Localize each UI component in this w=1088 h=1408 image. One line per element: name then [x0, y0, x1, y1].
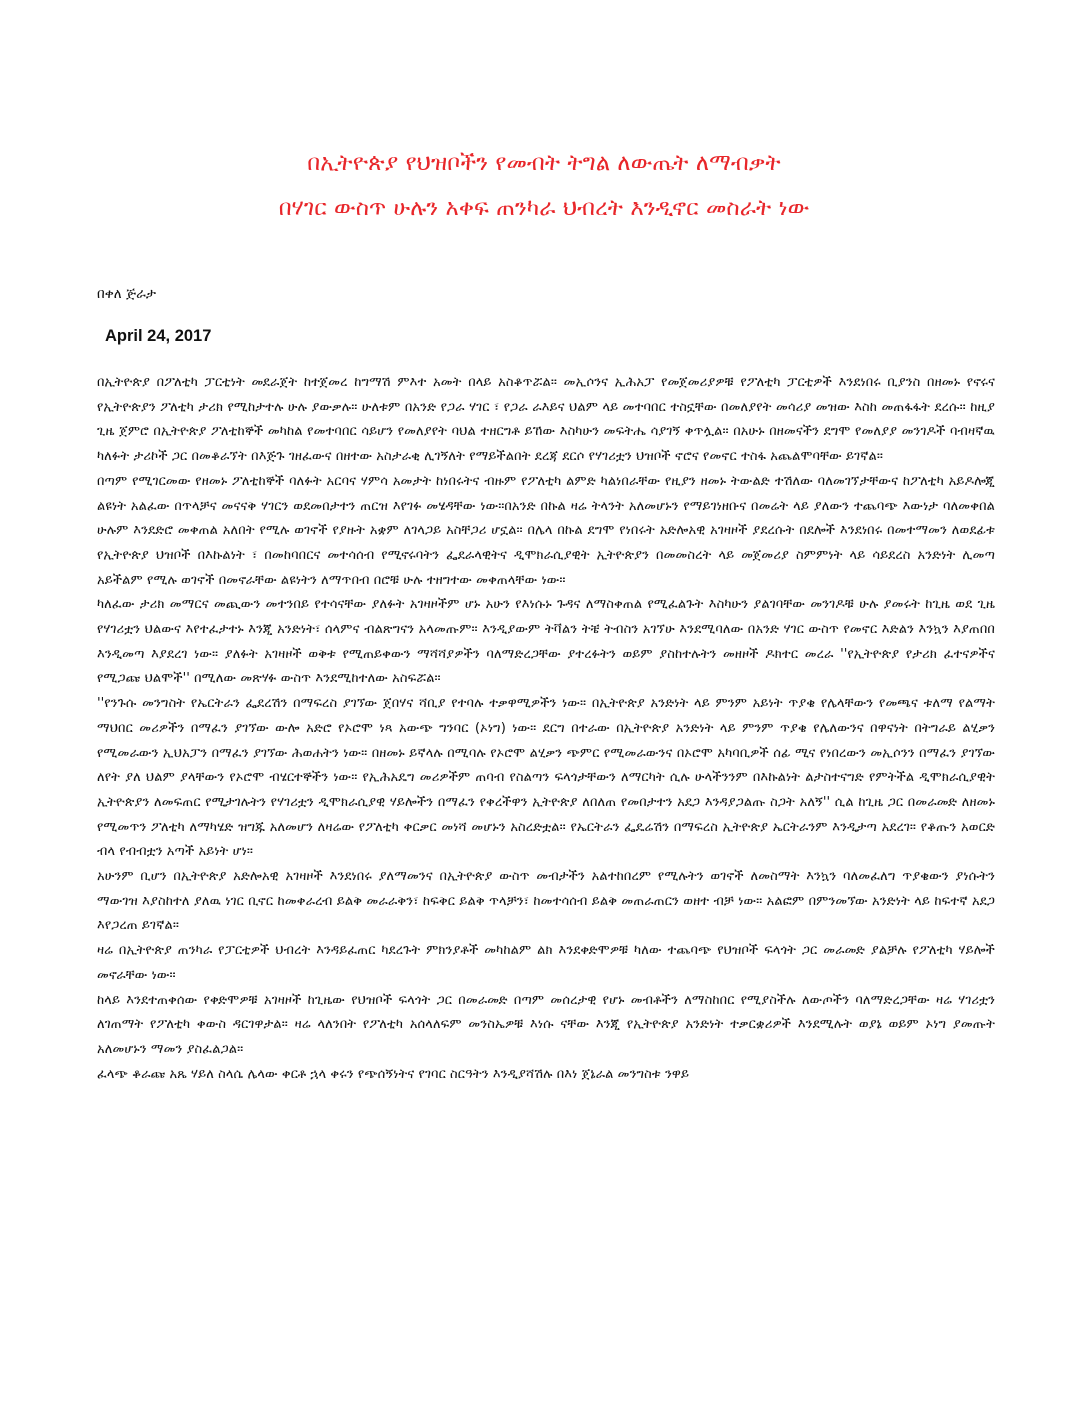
document-title-line-1: በኢትዮጵያ የህዝቦችን የመብት ትግል ለውጤት ለማብቃት [307, 150, 781, 176]
paragraph: ከላይ እንደተጠቀሰው የቀድሞዎቹ አገዛዞች ከጊዜው የህዝቦች ፍላጎት ጋር በመራመድ በጣም መሰረታዊ የሆኑ መብቶችን ለማስከበር የሚያስችሉ ለውጦችን ባለማድረጋቸው ዛሬ ሃገሪቷን ለገጠማት የፖለቲካ ቀውስ ዳርገዋታል። ዛሬ ላለንበት የፖለቲካ አሰላለፍም መንስኤዎቹ እነሱ ናቸው እንጂ የኢትዮጵያ አንድነት ተቃርቋሪዎች እንደሚሉት ወያኔ ወይም ኦነግ ያመጡት አለመሆኑን ማመን ያስፈልጋል። [97, 992, 995, 1057]
document-title-line-2: በሃገር ውስጥ ሁሉን አቀፍ ጠንካራ ህብረት እንዲኖር መስራት ነው [278, 195, 810, 221]
paragraph: ዛሬ በኢትዮጵያ ጠንካራ የፓርቲዎች ህብረት እንዳይፈጠር ካደረጉት ምክንያቶች መካከልም ልክ እንደቀድሞዎቹ ካለው ተጨባጭ የህዝቦች ፍላጎት ጋር መራመድ ያልቻሉ የፖለቲካ ሃይሎች መኖራቸው ነው። [97, 943, 995, 983]
paragraph: በጣም የሚገርመው የዘመኑ ፖለቲከኞች ባለፉት አርባና ሃምሳ አመታት ከነበሩትና ብዙም የፖለቲካ ልምድ ካልነበራቸው የዚያን ዘመኑ ትውልድ ተሽለው ባለመገኘታቸውና ከፖለቲካ አይዶሎጂ ልዩነት አልፈው በጥላቻና መናናቅ ሃገርን ወደመበታተን ጠርዝ እየገፉ መሄዳቸው ነው።በአንድ በኩል ዛሬ ትላንት አለመሆኑን የማይገነዘቡና በመሬት ላይ ያለውን ተጨባጭ እውነታ ባለመቀበል ሁሉም እንደድሮ መቀጠል አለበት የሚሉ ወገኖች የያዙት አቋም ለገላጋይ አስቸጋሪ ሆኗል። በሌላ በኩል ደግሞ የነበሩት አድሎአዊ አገዛዞች ያደረሱት በደሎች እንደነበሩ በመተማመን ለወደፊቱ የኢትዮጵያ ህዝቦች በእኩልነት ፣ በመከባበርና መተሳሰብ የሚኖሩባትን ፌደራላዊትና ዲሞክራሲያዊት ኢትዮጵያን በመመስረት ላይ መጀመሪያ ስምምነት ላይ ሳይደረስ አንድነት ሊመጣ አይችልም የሚሉ ወገኖች በመኖራቸው ልዩነትን ለማጥበብ በሮቹ ሁሉ ተዘግተው መቀጠላቸው ነው። [97, 473, 995, 588]
paragraph: በኢትዮጵያ በፖለቲካ ፓርቲነት መደራጀት ከተጀመረ ከግማሽ ምእተ አመት በላይ አስቆጥሯል። መኢሶንና ኢሕአፓ የመጀመሪያዎቹ የፖለቲካ ፓርቲዎች እንደነበሩ ቢያንስ በዘመኑ የኖሩና የኢትዮጵያን ፖለቲካ ታሪክ የሚከታተሉ ሁሉ ያውቃሉ። ሁለቱም በአንድ የጋራ ሃገር ፣ የጋራ ራእይና ህልም ላይ መተባበር ተስኗቸው በመለያየት መሳሪያ መዝው እስከ መጠፋፋት ደረሱ። ከዚያ ጊዜ ጀምሮ በኢትዮጵያ ፖለቲከኞች መካከል የመተባበር ሳይሆን የመለያየት ባህል ተዘርግቶ ይኸው እስካሁን መፍትሔ ሳያገኝ ቀጥሏል። በአሁኑ በዘመናችን ደግሞ የመለያያ መንገዶች ባብዛኛዉ ካለፉት ታሪኮች ጋር በመቆራኘት በእጅጉ ገዘፈውና በዘተው አስታራቂ ሊገኝለት የማይችልበት ደረጃ ደርሶ የሃገሪቷን ህዝቦች ኖሮና የመኖር ተስፋ አጨልሞባቸው ይገኛል። [97, 375, 995, 465]
publication-date: April 24, 2017 [105, 327, 212, 345]
paragraph: ፈላጭ ቆራጩ አጼ ሃይለ ስላሴ ሌላው ቀርቶ ኋላ ቀሩን የጭሰኝነትና የገባር ስርዓትን እንዲያሻሽሉ በእነ ጀኔራል መንግስቱ ንዋይ [97, 1066, 690, 1082]
paragraph: አሁንም ቢሆን በኢትዮጵያ አድሎአዊ አገዛዞች እንደነበሩ ያለማመንና በኢትዮጵያ ውስጥ መብታችን አልተከበረም የሚሉትን ወገኖች ለመስማት እንኳን ባለመፈለግ ጥያቄውን ያነሱትን ማውገዝ እያስከተለ ያለዉ ነገር ቢኖር ከመቀራረብ ይልቅ መራራቅን፣ ከፍቅር ይልቅ ጥላቻን፣ ከመተሳሰብ ይልቅ መጠራጠርን ወዘተ ብቻ ነው። አልፎም በምንመኘው አንድነት ላይ ከፍተኛ አደጋ እየጋረጠ ይገኛል። [97, 869, 995, 934]
paragraph: ካለፈው ታሪክ መማርና መጪውን መተንበይ የተሳናቸው ያለፉት አገዛዞችም ሆኑ አሁን የእነሱኑ ጉዳና ለማስቀጠል የሚፈልጉት እስካሁን ያልገባቸው መንገዶቹ ሁሉ ያመሩት ከጊዜ ወደ ጊዜ የሃገሪቷን ህልውና እየተፈታተኑ እንጂ አንድነት፣ ሰላምና ብልጽግናን አላመጡም። እንዲያውም ትቫልን ትቼ ትብስን አገኘሁ እንደሚባለው በአንድ ሃገር ውስጥ የመኖር እድልን እንኳን እያጠበበ እንዲመጣ እያደረገ ነው። ያለፉት አገዛዞች ወቅቱ የሚጠይቀውን ማሻሻያዎችን ባለማድረጋቸው ያተረፉትን ወይም ያስከተሉትን መዘዞች ዶክተር መረራ ''የኢትዮጵያ የታሪክ ፈተናዎችና የሚጋጩ ህልሞች'' በሚለው መጽሃፉ ውስጥ እንደሚከተለው አስፍሯል። [97, 597, 995, 687]
paragraph: ''የንጉሱ መንግስት የኤርትራን ፌደረሽን በማፍረስ ያገኘው ጀበሃና ሻቢያ የተባሉ ተቃዋሚዎችን ነው። በኢትዮጵያ አንድነት ላይ ምንም አይነት ጥያቄ የሌላቸውን የመጫና ቱለማ የልማት ማህበር መሪዎችን በማፈን ያገኘው ውሎ አድሮ የኦሮሞ ነጻ አውጭ ግንባር (ኦነግ) ነው። ደርግ በተራው በኢትዮጵያ አንድነት ላይ ምንም ጥያቄ የሌለውንና በዋናነት በትግራይ ልሂቃን የሚመራውን ኢህአፓን በማፈን ያገኘው ሕወሐትን ነው። በዘመኑ ይኛላሉ በሚባሉ የኦሮሞ ልሂቃን ጭምር የሚመራውንና በኦሮሞ አካባቢዎች ሰፊ ሚና የነበረውን መኢሶንን በማፈን ያገኘው ለየት ያለ ህልም ያላቸውን የኦሮሞ ብሄርተኞችን ነው። የኢሕአዴግ መሪዎችም ጠባብ የስልጣን ፍላጎታቸውን ለማርካት ሲሉ ሁላችንንም በእኩልነት ልታስተናግድ የምትችል ዲሞክራሲያዊት ኢትዮጵያን ለመፍጠር የሚታገሉትን የሃገሪቷን ዲሞክራሲያዊ ሃይሎችን በማፈን የቀረችዋን ኢትዮጵያ ለበለጠ የመበታተን አደጋ እንዳያጋልጡ ስጋት አለኝ'' ሲል ከጊዜ ጋር በመራመድ ለዘመኑ የሚመጥን ፖለቲካ ለማካሄድ ዝግጁ አለመሆን ለዛሬው የፖለቲካ ቀርቃር መነሻ መሆኑን አስረድቷል። የኤርትራን ፌዴሬሽን በማፍረስ ኢትዮጵያ ኤርትራንም እንዲታጣ አደረገ። የቆጡን አወርድ ብላ የብብቷን አጣች አይነት ሆነ። [97, 696, 995, 860]
article-body [97, 371, 995, 1087]
author-byline: በቀለ ጅራታ [97, 286, 156, 302]
